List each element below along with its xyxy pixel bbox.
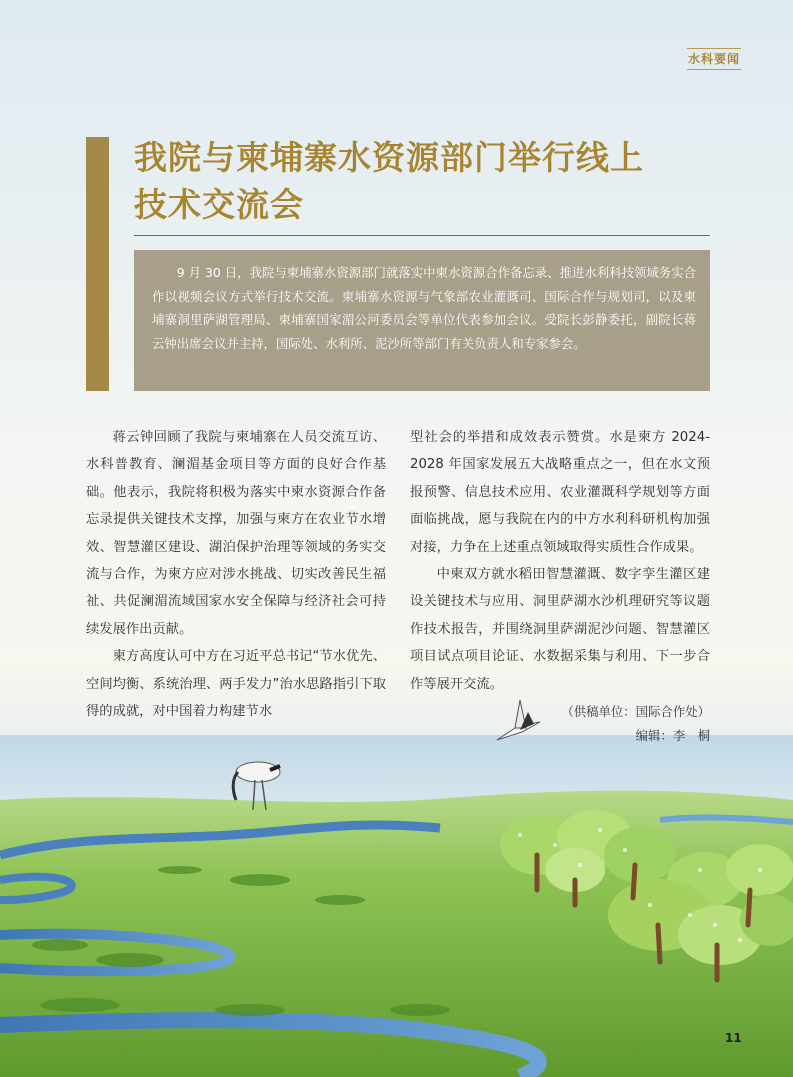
page-number: 11 xyxy=(725,1031,742,1045)
credit-source: （供稿单位：国际合作处） xyxy=(561,704,710,719)
body-paragraph: 中柬双方就水稻田智慧灌溉、数字孪生灌区建设关键技术与应用、洞里萨湖水沙机理研究等议题作技术报告，并围绕洞里萨湖泥沙问题、智慧灌区项目试点项目论证、水数据采集与利用、下一步合作等展开交流。 xyxy=(410,567,710,692)
article-title-line-2: 技术交流会 xyxy=(134,185,304,224)
section-tag xyxy=(687,48,741,70)
summary-box xyxy=(134,250,710,391)
body-paragraph: 蒋云钟回顾了我院与柬埔寨在人员交流互访、水科普教育、澜湄基金项目等方面的良好合作基础。他表示，我院将积极为落实中柬水资源合作备忘录提供关键技术支撑，加强与柬方在农业节水增效、智慧灌区建设、湖泊保护治理等领域的务实交流与合作，为柬方应对涉水挑战、切实改善民生福祉、共促澜湄流域国家水安全保障与经济社会可持续发展作出贡献。 xyxy=(86,430,386,637)
title-accent-bar xyxy=(86,137,109,391)
article-title xyxy=(134,134,724,228)
body-left-column xyxy=(86,424,386,725)
section-tag-top-rule xyxy=(687,48,741,49)
article-title-line-1: 我院与柬埔寨水资源部门举行线上 xyxy=(134,138,644,177)
body-paragraph: 柬方高度认可中方在习近平总书记“节水优先、空间均衡、系统治理、两手发力”治水思路指引下取得的成就，对中国着力构建节水 xyxy=(86,649,386,720)
section-tag-bottom-rule xyxy=(687,69,741,70)
credit-editor: 编辑：李 桐 xyxy=(635,728,710,743)
summary-text: 9 月 30 日，我院与柬埔寨水资源部门就落实中柬水资源合作备忘录、推进水利科技领域务实合作以视频会议方式举行技术交流。柬埔寨水资源与气象部农业灌溉司、国际合作与规划司，以及柬埔寨洞里萨湖管理局、柬埔寨国家湄公河委员会等单位代表参加会议。受院长彭静委托，副院长蒋云钟出席会议并主持，国际处、水利所、泥沙所等部门有关负责人和专家参会。 xyxy=(152,265,696,351)
title-divider xyxy=(134,235,710,236)
article-credit xyxy=(540,700,710,748)
section-tag-label: 水科要闻 xyxy=(687,52,740,66)
body-paragraph-continued: 型社会的举措和成效表示赞赏。水是柬方 2024-2028 年国家发展五大战略重点之一，但在水文预报预警、信息技术应用、农业灌溉科学规划等方面面临挑战，愿与我院在内的中方水利科研机构加强对接，力争在上述重点领域取得实质性合作成果。 xyxy=(410,430,710,555)
body-right-column xyxy=(410,424,710,698)
